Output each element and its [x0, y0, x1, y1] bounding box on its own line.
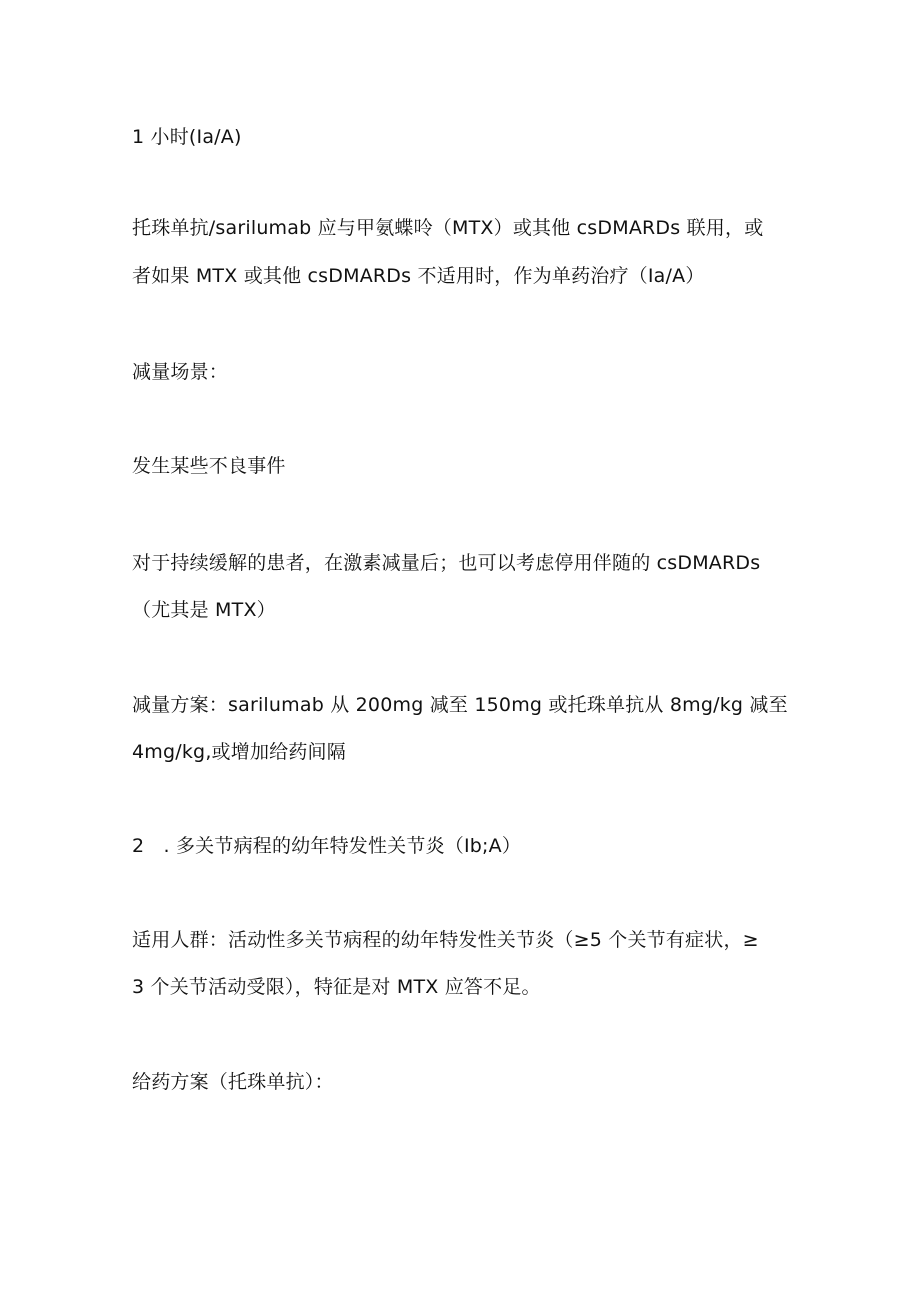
text-line-remission-1: 对于持续缓解的患者，在激素减量后；也可以考虑停用伴随的 csDMARDs — [132, 552, 761, 574]
text-line-dosing-plan: 给药方案（托珠单抗）： — [132, 1071, 334, 1093]
text-line-reduction-plan-2: 4mg∕kg,或增加给药间隔 — [132, 741, 346, 763]
text-line-combination-2: 者如果 MTX 或其他 csDMARDs 不适用时，作为单药治疗（Ia/A） — [132, 265, 705, 287]
text-line-remission-2: （尤其是 MTX） — [132, 599, 276, 621]
text-line-combination-1: 托珠单抗/sarilumab 应与甲氨蝶呤（MTX）或其他 csDMARDs 联用，或 — [132, 217, 764, 239]
section-heading-jia: 2 . 多关节病程的幼年特发性关节炎（Ib;A） — [132, 835, 522, 857]
text-line-population-1: 适用人群：活动性多关节病程的幼年特发性关节炎（≥5 个关节有症状，≥ — [132, 929, 759, 951]
text-line-reduction-scenario: 减量场景： — [132, 361, 229, 383]
text-line-adverse-events: 发生某些不良事件 — [132, 455, 286, 477]
text-line-duration: 1 小时(Ia∕A) — [132, 126, 242, 148]
text-line-reduction-plan-1: 减量方案：sarilumab 从 200mg 减至 150mg 或托珠单抗从 8mg∕kg 减至 — [132, 694, 788, 716]
text-line-population-2: 3 个关节活动受限），特征是对 MTX 应答不足。 — [132, 976, 541, 998]
